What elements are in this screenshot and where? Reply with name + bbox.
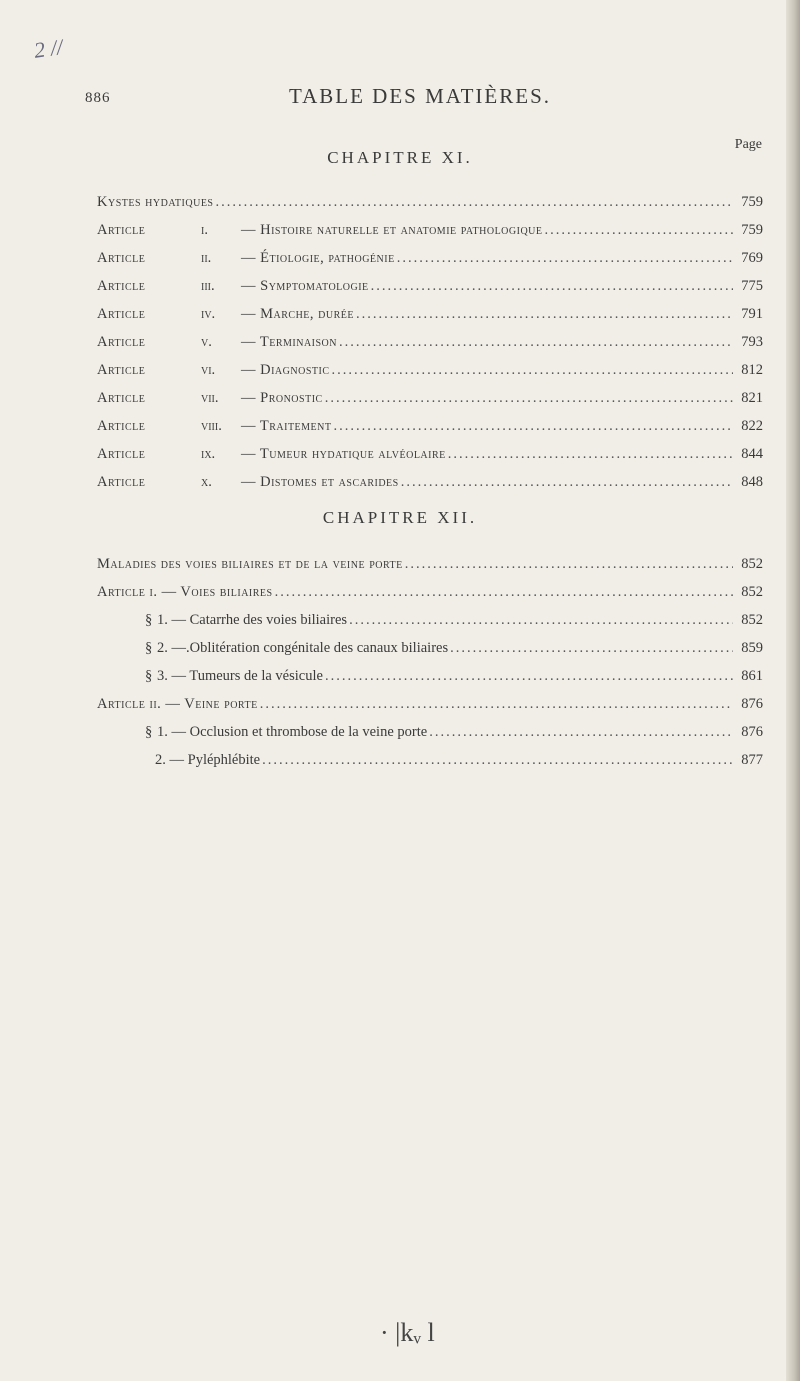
dot-leader	[260, 696, 733, 713]
subsection-title: 1. — Occlusion et thrombose de la veine porte	[157, 724, 428, 740]
article-word: Article	[97, 250, 146, 266]
article-word: Article	[97, 446, 146, 462]
article-number: iii.	[201, 278, 215, 294]
toc-label	[97, 334, 337, 351]
toc-page: 852	[741, 556, 763, 572]
article-number: v.	[201, 334, 212, 350]
dot-leader	[401, 474, 733, 491]
toc-row[interactable]	[97, 584, 763, 612]
dot-leader	[334, 418, 734, 435]
toc-label	[97, 362, 329, 379]
section-sign: §	[145, 668, 153, 684]
article-title: — Étiologie, pathogénie	[241, 250, 395, 266]
toc-label: Kystes hydatiques	[97, 194, 214, 210]
running-title: TABLE DES MATIÈRES.	[288, 84, 552, 108]
subsection-title: 1. — Catarrhe des voies biliaires	[157, 612, 348, 628]
toc-label	[97, 390, 323, 407]
toc-label	[155, 752, 260, 769]
toc-row[interactable]	[97, 724, 763, 752]
toc-row[interactable]	[97, 222, 763, 250]
article-word: Article	[97, 362, 146, 378]
toc-label	[97, 250, 395, 267]
toc-page: 859	[741, 640, 763, 656]
toc-page: 793	[741, 334, 763, 350]
toc-page: 852	[741, 584, 763, 600]
toc-label: Article i. — Voies biliaires	[97, 584, 273, 600]
article-title: — Marche, durée	[241, 306, 354, 322]
handwritten-scribble: 2 //	[32, 34, 65, 63]
toc-page: 852	[741, 612, 763, 628]
toc-row[interactable]	[97, 418, 763, 446]
dot-leader	[405, 556, 733, 573]
toc-label	[97, 446, 446, 463]
article-number: iv.	[201, 306, 216, 322]
toc-label	[145, 640, 448, 657]
toc-row[interactable]	[97, 640, 763, 668]
dot-leader	[371, 278, 733, 295]
toc-label	[97, 418, 332, 435]
toc-row[interactable]	[97, 696, 763, 724]
toc-row[interactable]	[97, 250, 763, 278]
toc-page: 821	[741, 390, 763, 406]
toc-page: 876	[741, 724, 763, 740]
toc-label: Maladies des voies biliaires et de la veine porte	[97, 556, 403, 572]
article-word: Article	[97, 418, 146, 434]
toc-row[interactable]	[97, 334, 763, 362]
toc-label	[97, 222, 543, 239]
toc-page: 759	[741, 222, 763, 238]
article-title: — Distomes et ascarides	[241, 474, 399, 490]
dot-leader	[262, 752, 733, 769]
dot-leader	[349, 612, 733, 629]
toc-page: 775	[741, 278, 763, 294]
dot-leader	[429, 724, 733, 741]
toc-row[interactable]	[97, 306, 763, 334]
toc-row[interactable]	[97, 668, 763, 696]
toc-label	[145, 724, 427, 741]
toc-page: 861	[741, 668, 763, 684]
article-word: Article	[97, 306, 146, 322]
chapter-xi-toc	[97, 194, 763, 502]
toc-page: 876	[741, 696, 763, 712]
chapter-xii-heading: CHAPITRE XII.	[322, 508, 478, 527]
toc-label	[97, 306, 354, 323]
subsection-title: 2. —.Oblitération congénitale des canaux biliaires	[157, 640, 449, 656]
toc-row[interactable]	[97, 278, 763, 306]
chapter-xi-heading: CHAPITRE XI.	[327, 148, 473, 167]
dot-leader	[356, 306, 733, 323]
toc-page: 877	[741, 752, 763, 768]
section-sign: §	[145, 612, 153, 628]
toc-row[interactable]	[97, 362, 763, 390]
section-sign: §	[145, 724, 153, 740]
page-column-label: Page	[734, 137, 762, 152]
toc-page: 769	[741, 250, 763, 266]
dot-leader	[331, 362, 733, 379]
toc-page: 844	[741, 446, 763, 462]
article-title: — Traitement	[241, 418, 332, 434]
article-title: — Symptomatologie	[241, 278, 369, 294]
article-title: — Diagnostic	[241, 362, 330, 378]
toc-label	[97, 278, 369, 295]
toc-row[interactable]	[97, 612, 763, 640]
toc-label: Article ii. — Veine porte	[97, 696, 258, 712]
article-title: — Pronostic	[241, 390, 323, 406]
section-sign: §	[145, 640, 153, 656]
page-number: 886	[85, 90, 111, 106]
subsection-title: 2. — Pyléphlébite	[155, 752, 261, 768]
toc-row[interactable]	[97, 474, 763, 502]
article-word: Article	[97, 390, 146, 406]
toc-page: 791	[741, 306, 763, 322]
article-word: Article	[97, 474, 146, 490]
toc-label	[145, 668, 323, 685]
toc-label	[145, 612, 347, 629]
article-title: — Tumeur hydatique alvéolaire	[241, 446, 446, 462]
dot-leader	[397, 250, 733, 267]
toc-row[interactable]	[97, 390, 763, 418]
footer-handwritten-mark: · |kᵥ l	[380, 1318, 435, 1347]
dot-leader	[448, 446, 733, 463]
toc-page: 822	[741, 418, 763, 434]
toc-row[interactable]	[97, 556, 763, 584]
article-word: Article	[97, 278, 146, 294]
article-number: ix.	[201, 446, 216, 462]
page-header	[85, 84, 755, 114]
article-number: vi.	[201, 362, 216, 378]
page-edge	[786, 0, 800, 1381]
dot-leader	[325, 390, 733, 407]
dot-leader	[216, 194, 734, 211]
toc-row[interactable]	[97, 194, 763, 222]
toc-page: 812	[741, 362, 763, 378]
article-number: x.	[201, 474, 212, 490]
article-number: viii.	[201, 418, 222, 434]
toc-label	[97, 474, 399, 491]
article-word: Article	[97, 222, 146, 238]
toc-page: 848	[741, 474, 763, 490]
dot-leader	[275, 584, 733, 601]
article-title: — Terminaison	[241, 334, 337, 350]
article-number: i.	[201, 222, 208, 238]
article-title: — Histoire naturelle et anatomie pathologique	[241, 222, 543, 238]
toc-page: 759	[741, 194, 763, 210]
article-number: ii.	[201, 250, 212, 266]
dot-leader	[545, 222, 733, 239]
dot-leader	[325, 668, 733, 685]
dot-leader	[339, 334, 733, 351]
toc-row[interactable]	[97, 752, 763, 780]
subsection-title: 3. — Tumeurs de la vésicule	[157, 668, 323, 684]
article-number: vii.	[201, 390, 219, 406]
dot-leader	[450, 640, 733, 657]
chapter-xii-toc	[97, 556, 763, 780]
article-word: Article	[97, 334, 146, 350]
toc-row[interactable]	[97, 446, 763, 474]
